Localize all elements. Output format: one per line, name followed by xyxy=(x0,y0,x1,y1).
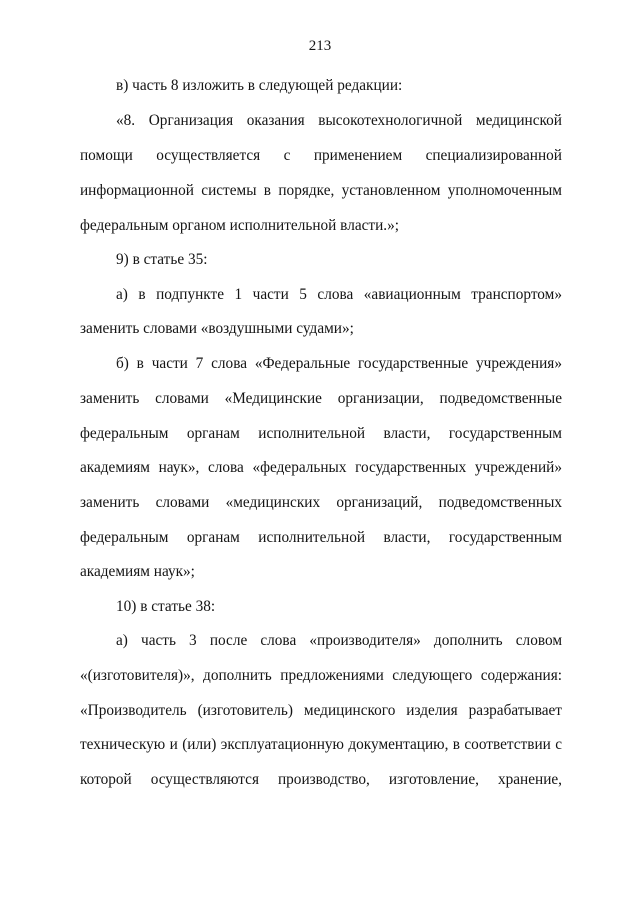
text-line: техническую и (или) эксплуатационную документацию, в соответствии с xyxy=(80,736,562,753)
text-line: «(изготовителя)», дополнить предложениями следующего содержания: xyxy=(80,667,562,684)
text-line: а) в подпункте 1 части 5 слова «авиационным транспортом» xyxy=(116,286,562,303)
text-line: в) часть 8 изложить в следующей редакции: xyxy=(116,77,403,94)
text-line: федеральным органам исполнительной власти, государственным xyxy=(80,425,562,442)
text-line: б) в части 7 слова «Федеральные государственные учреждения» xyxy=(116,355,562,372)
text-line: информационной системы в порядке, установленном уполномоченным xyxy=(80,182,562,199)
text-line: федеральным органам исполнительной власти, государственным xyxy=(80,529,562,546)
text-line: 9) в статье 35: xyxy=(116,251,208,268)
text-line: 10) в статье 38: xyxy=(116,598,216,615)
text-line: «Производитель (изготовитель) медицинского изделия разрабатывает xyxy=(80,702,562,719)
text-line: заменить словами «медицинских организаций, подведомственных xyxy=(80,494,562,511)
text-line: академиям наук», слова «федеральных государственных учреждений» xyxy=(80,459,562,476)
text-line: заменить словами «Медицинские организации, подведомственные xyxy=(80,390,562,407)
text-line: федеральным органом исполнительной власти.»; xyxy=(80,217,400,234)
text-line: академиям наук»; xyxy=(80,563,195,580)
page-number: 213 xyxy=(308,38,332,54)
text-line: «8. Организация оказания высокотехнологичной медицинской xyxy=(116,112,562,129)
text-line: которой осуществляются производство, изготовление, хранение, xyxy=(80,771,562,788)
text-line: а) часть 3 после слова «производителя» дополнить словом xyxy=(116,632,562,649)
text-line: заменить словами «воздушными судами»; xyxy=(80,320,354,337)
text-line: помощи осуществляется с применением специализированной xyxy=(80,147,562,164)
